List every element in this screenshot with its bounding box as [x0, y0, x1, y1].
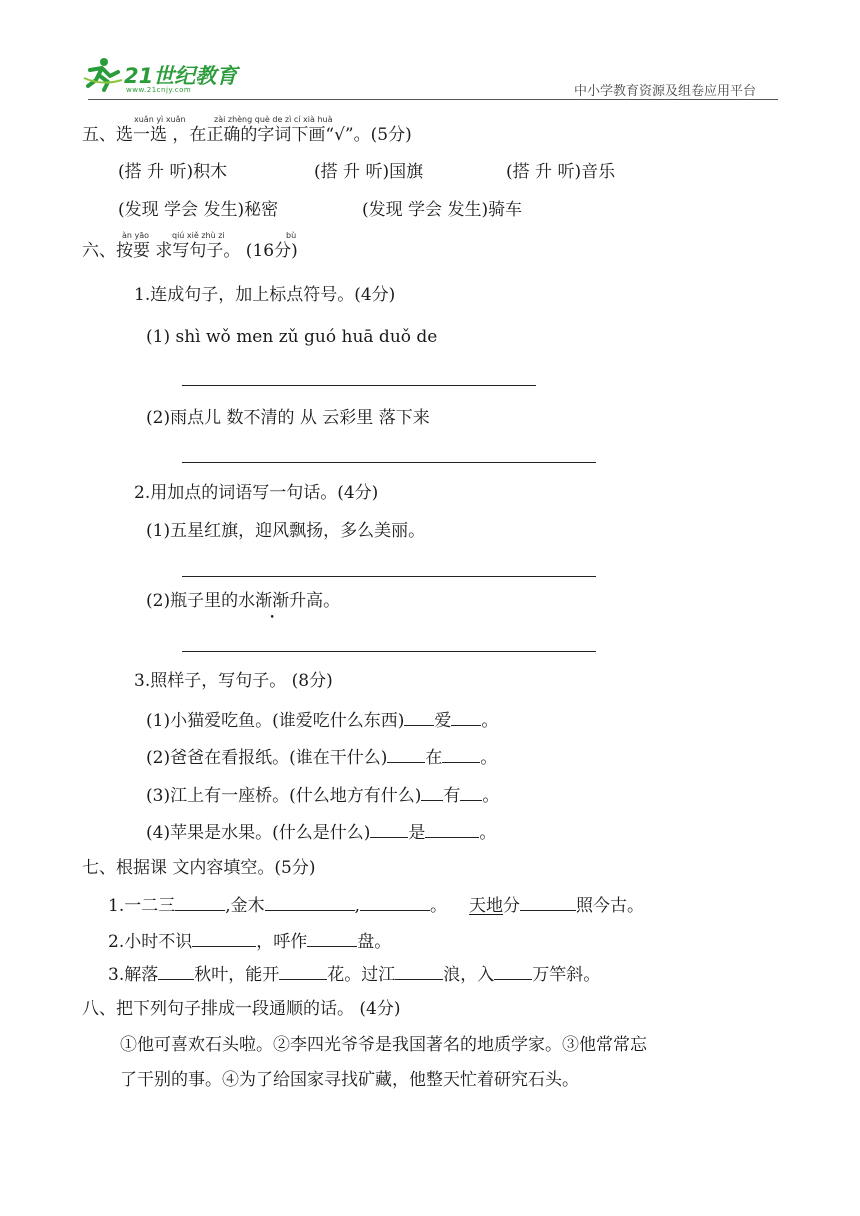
- question-title: 3.照样子，写句子。 (8分): [134, 671, 333, 691]
- dotted-word: 渐渐: [255, 591, 290, 611]
- fill-blank[interactable]: [265, 893, 355, 911]
- fill-blank[interactable]: [192, 929, 256, 947]
- question-item: (4)苹果是水果。(什么是什么) 是 。: [146, 820, 496, 844]
- section-7-title: 七、根据课 文内容填空。(5分): [82, 858, 316, 878]
- fill-blank[interactable]: [460, 783, 482, 801]
- question-item: (1)五星红旗，迎风飘扬，多么美丽。: [146, 521, 426, 541]
- fill-blank[interactable]: [404, 708, 434, 726]
- fill-blank[interactable]: [279, 962, 327, 980]
- pinyin-annotation: xuǎn yì xuǎn: [134, 115, 186, 124]
- logo-url: www.21cnjy.com: [126, 86, 192, 94]
- answer-line[interactable]: [182, 385, 536, 386]
- fill-blank[interactable]: [360, 893, 430, 911]
- answer-line[interactable]: [182, 576, 596, 577]
- question-item: (1) shì wǒ men zǔ guó huā duǒ de: [146, 327, 438, 347]
- choice-item: (搭 升 听)音乐: [506, 162, 616, 182]
- platform-name: 中小学教育资源及组卷应用平台: [574, 84, 757, 99]
- answer-line[interactable]: [182, 651, 596, 652]
- fill-blank[interactable]: [307, 929, 357, 947]
- fill-blank[interactable]: [158, 962, 194, 980]
- question-title: 1.连成句子，加上标点符号。(4分): [134, 285, 396, 305]
- choice-item: (发现 学会 发生)骑车: [362, 200, 523, 220]
- logo-text: 21世纪教育: [124, 64, 238, 88]
- section-5-title: 五、选一选 ，在正确的字词下画“√”。(5分): [82, 125, 412, 145]
- fill-blank[interactable]: [387, 745, 425, 763]
- choice-item: (搭 升 听)积木: [118, 162, 228, 182]
- fill-blank[interactable]: [442, 745, 480, 763]
- paragraph-line: ①他可喜欢石头啦。②李四光爷爷是我国著名的地质学家。③他常常忘: [120, 1035, 647, 1055]
- question-item: (1)小猫爱吃鱼。(谁爱吃什么东西) 爱 。: [146, 708, 498, 732]
- fill-blank[interactable]: [395, 962, 443, 980]
- paragraph-line: 了干别的事。④为了给国家寻找矿藏，他整天忙着研究石头。: [120, 1070, 579, 1090]
- fill-blank[interactable]: [425, 820, 479, 838]
- pinyin-annotation: bù: [286, 231, 297, 240]
- question-item: (2)瓶子里的水渐渐升高。: [146, 591, 341, 611]
- fill-blank[interactable]: [175, 893, 225, 911]
- section-6-title: 六、按要 求写句子。 (16分): [82, 241, 298, 261]
- fill-blank[interactable]: [520, 893, 576, 911]
- question-item: (3)江上有一座桥。(什么地方有什么) 有 。: [146, 783, 499, 807]
- fill-blank[interactable]: [494, 962, 532, 980]
- section-8-title: 八、把下列句子排成一段通顺的话。 (4分): [82, 999, 401, 1019]
- fill-line: 2.小时不识 ，呼作 盘。: [108, 929, 391, 953]
- header-rule: [88, 99, 778, 100]
- fill-blank[interactable]: [421, 783, 443, 801]
- underlined-word: 天地: [469, 896, 504, 916]
- fill-line: 1.一二三 ,金木 , 。 天地分 照今古。: [108, 893, 644, 917]
- choice-item: (发现 学会 发生)秘密: [118, 200, 279, 220]
- fill-blank[interactable]: [451, 708, 481, 726]
- fill-blank[interactable]: [370, 820, 408, 838]
- question-item: (2)雨点儿 数不清的 从 云彩里 落下来: [146, 408, 430, 428]
- choice-item: (搭 升 听)国旗: [314, 162, 424, 182]
- pinyin-annotation: àn yāo: [122, 231, 150, 240]
- fill-line: 3.解落 秋叶，能开 花。过江 浪，入 万竿斜。: [108, 962, 600, 986]
- question-title: 2.用加点的词语写一句话。(4分): [134, 483, 379, 503]
- answer-line[interactable]: [182, 462, 596, 463]
- pinyin-annotation: zài zhèng què de zì cí xià huà: [214, 115, 333, 124]
- question-item: (2)爸爸在看报纸。(谁在干什么) 在 。: [146, 745, 497, 769]
- pinyin-annotation: qiú xiě zhù zi: [172, 231, 225, 240]
